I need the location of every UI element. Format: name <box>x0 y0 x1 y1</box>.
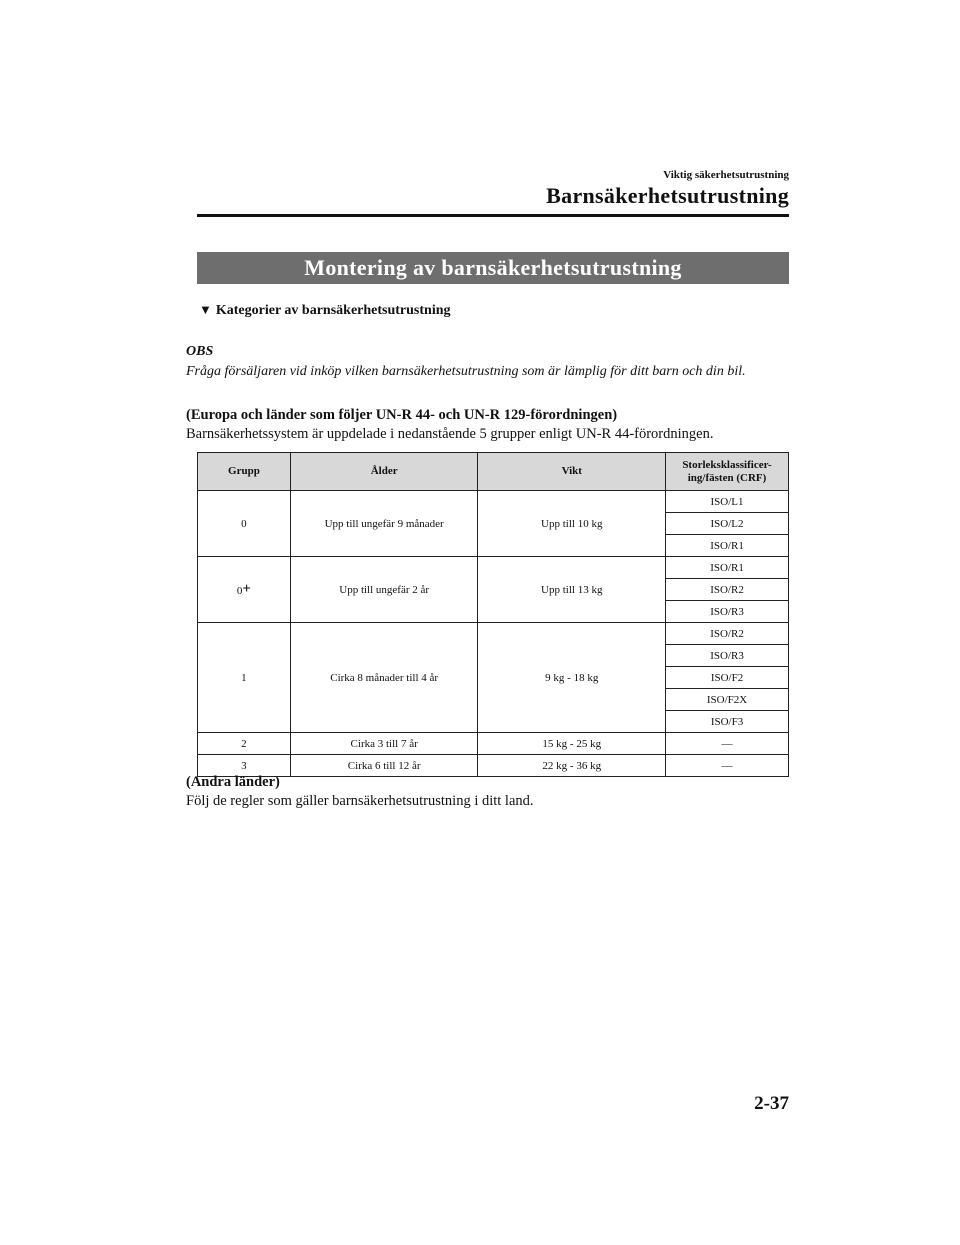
cell-crf: ISO/F2X <box>666 689 789 711</box>
triangle-marker-icon: ▼ <box>199 302 212 317</box>
cell-weight: Upp till 13 kg <box>478 557 666 623</box>
table-row <box>198 733 789 755</box>
other-countries-description: Följ de regler som gäller barnsäkerhetsutrustning i ditt land. <box>186 793 534 809</box>
cell-crf: ISO/R2 <box>666 623 789 645</box>
table-row <box>198 491 789 513</box>
cell-age: Upp till ungefär 2 år <box>290 557 478 623</box>
cell-crf: ISO/F3 <box>666 711 789 733</box>
cell-crf: — <box>666 733 789 755</box>
cell-weight: 15 kg - 25 kg <box>478 733 666 755</box>
cell-crf: ISO/L2 <box>666 513 789 535</box>
group-number: 3 <box>241 759 247 772</box>
child-seat-group-table <box>197 452 789 777</box>
running-header-chapter: Viktig säkerhetsutrustning <box>663 169 789 181</box>
subheading <box>199 302 451 319</box>
table-header-row <box>198 453 789 491</box>
cell-weight: Upp till 10 kg <box>478 491 666 557</box>
cell-crf: ISO/R1 <box>666 535 789 557</box>
cell-crf: ISO/R1 <box>666 557 789 579</box>
other-countries-heading: (Andra länder) <box>186 774 280 790</box>
table-body <box>198 491 789 777</box>
cell-group <box>198 623 291 733</box>
cell-crf: ISO/R2 <box>666 579 789 601</box>
cell-group <box>198 557 291 623</box>
group-number: 2 <box>241 737 247 750</box>
cell-age: Cirka 6 till 12 år <box>290 755 478 777</box>
table-row <box>198 755 789 777</box>
cell-age: Cirka 3 till 7 år <box>290 733 478 755</box>
group-number: 0 <box>241 517 247 530</box>
cell-age: Upp till ungefär 9 månader <box>290 491 478 557</box>
group-number: 0 <box>236 585 243 597</box>
cell-crf: ISO/F2 <box>666 667 789 689</box>
header-age: Ålder <box>290 453 478 491</box>
cell-crf: ISO/R3 <box>666 601 789 623</box>
header-weight: Vikt <box>478 453 666 491</box>
europe-description: Barnsäkerhetssystem är uppdelade i nedanstående 5 grupper enligt UN-R 44-förordningen. <box>186 426 714 442</box>
europe-heading: (Europa och länder som följer UN-R 44- och UN-R 129-förordningen) <box>186 407 618 423</box>
cell-age: Cirka 8 månader till 4 år <box>290 623 478 733</box>
subheading-text: Kategorier av barnsäkerhetsutrustning <box>215 303 451 318</box>
cell-weight: 22 kg - 36 kg <box>478 755 666 777</box>
header-group: Grupp <box>198 453 291 491</box>
header-crf: Storleksklassificer-ing/fästen (CRF) <box>666 453 789 491</box>
group-number: 1 <box>241 671 247 684</box>
cell-group <box>198 491 291 557</box>
note-label: OBS <box>186 344 214 359</box>
cell-group <box>198 733 291 755</box>
running-header-title: Barnsäkerhetsutrustning <box>546 183 789 208</box>
cell-crf: ISO/R3 <box>666 645 789 667</box>
header-divider <box>197 214 789 217</box>
cell-weight: 9 kg - 18 kg <box>478 623 666 733</box>
cell-crf: ISO/L1 <box>666 491 789 513</box>
cell-crf: — <box>666 755 789 777</box>
note-text: Fråga försäljaren vid inköp vilken barnsäkerhetsutrustning som är lämplig för ditt barn och din bil. <box>186 364 746 379</box>
table-row <box>198 623 789 645</box>
section-title-banner: Montering av barnsäkerhetsutrustning <box>197 252 789 284</box>
table-row <box>198 557 789 579</box>
plus-icon: + <box>242 581 251 597</box>
page-number: 2-37 <box>754 1093 789 1114</box>
